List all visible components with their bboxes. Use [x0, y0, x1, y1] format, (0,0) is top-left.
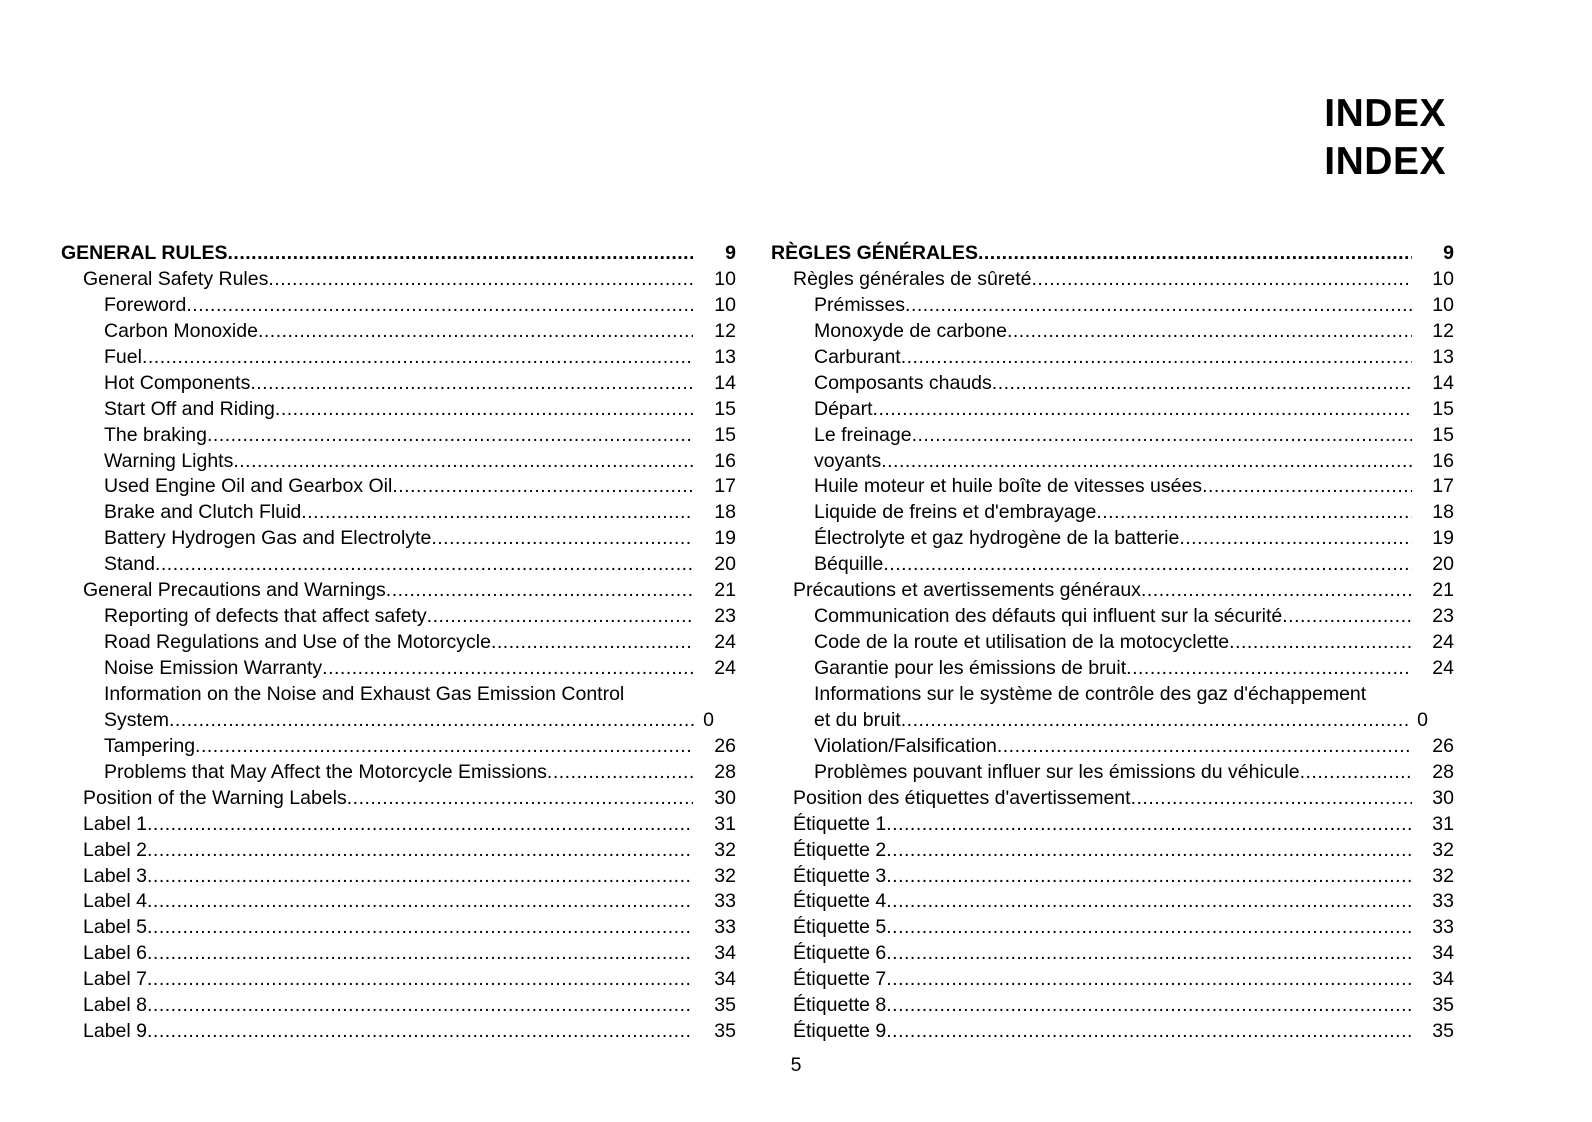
toc-entry-page-number: 15 — [714, 423, 736, 446]
toc-entry-page-number: 26 — [1432, 734, 1454, 757]
toc-entry-page-number: 15 — [714, 397, 736, 420]
toc-entry-page-number: 24 — [714, 657, 736, 679]
toc-dot-leader — [427, 604, 693, 630]
toc-entry-title: Étiquette 8 — [793, 994, 887, 1017]
toc-entry-title: Carburant — [814, 345, 901, 368]
toc-dot-leader — [431, 526, 693, 552]
toc-entry-title: Le freinage — [814, 423, 912, 446]
toc-dot-leader — [147, 941, 693, 967]
toc-dot-leader — [997, 734, 1412, 760]
toc-dot-leader — [886, 864, 1412, 890]
toc-entry-title: Battery Hydrogen Gas and Electrolyte — [104, 527, 432, 550]
toc-dot-leader — [147, 1019, 693, 1045]
toc-entry-title: Noise Emission Warranty — [104, 657, 323, 679]
toc-entry[interactable] — [771, 474, 1454, 500]
toc-entry-page-number: 35 — [714, 994, 736, 1017]
toc-dot-leader — [886, 915, 1412, 941]
toc-entry-title: Composants chauds — [814, 371, 992, 394]
toc-entry[interactable] — [61, 449, 736, 475]
toc-dot-leader — [873, 397, 1412, 423]
toc-entry[interactable] — [61, 500, 736, 526]
toc-entry-page-number: 33 — [714, 890, 736, 913]
toc-entry[interactable] — [61, 552, 736, 578]
toc-entry[interactable] — [61, 474, 736, 500]
toc-entry-title: Communication des défauts qui influent sur la sécurité — [814, 605, 1283, 628]
toc-entry-title: Monoxyde de carbone — [814, 319, 1007, 342]
toc-entry-page-number: 18 — [714, 501, 736, 524]
toc-entry-title: Label 6 — [83, 942, 147, 965]
toc-dot-leader — [1229, 630, 1412, 656]
toc-entry[interactable] — [771, 889, 1454, 915]
toc-dot-leader — [186, 293, 693, 319]
toc-entry[interactable] — [771, 786, 1454, 812]
toc-entry-page-number: 31 — [714, 812, 736, 835]
toc-entry-title: Huile moteur et huile boîte de vitesses usées — [814, 475, 1203, 498]
toc-dot-leader — [886, 967, 1412, 993]
toc-entry-page-number: 17 — [1432, 475, 1454, 498]
toc-entry[interactable] — [61, 526, 736, 552]
toc-entry[interactable] — [771, 941, 1454, 967]
toc-entry-title: Violation/Falsification — [814, 734, 997, 757]
toc-entry[interactable] — [61, 812, 736, 838]
toc-dot-leader — [886, 889, 1412, 915]
toc-entry-page-number: 34 — [1432, 942, 1454, 965]
toc-entry-title: System — [104, 708, 170, 731]
toc-dot-leader — [886, 941, 1412, 967]
toc-entry-page-number: 35 — [1432, 994, 1454, 1017]
toc-dot-leader — [1141, 578, 1412, 604]
toc-dot-leader — [886, 993, 1412, 1019]
toc-dot-leader — [322, 656, 693, 682]
toc-dot-leader — [1007, 319, 1412, 345]
page-title-block — [1324, 90, 1446, 186]
toc-dot-leader — [912, 423, 1412, 449]
toc-entry[interactable] — [771, 967, 1454, 993]
toc-entry-title: Étiquette 4 — [793, 890, 887, 913]
toc-entry-page-number: 10 — [714, 267, 736, 290]
toc-entry-page-number: 10 — [1432, 293, 1454, 316]
toc-entry-title: Hot Components — [104, 371, 251, 394]
toc-entry-page-number: 14 — [1432, 371, 1454, 394]
toc-entry-title: Carbon Monoxide — [104, 319, 258, 342]
toc-entry-page-number: 35 — [714, 1020, 736, 1043]
toc-dot-leader — [1202, 474, 1412, 500]
toc-entry-title: Road Regulations and Use of the Motorcycle — [104, 631, 491, 654]
toc-entry-page-number: 35 — [1432, 1020, 1454, 1043]
toc-dot-leader — [1131, 786, 1412, 812]
toc-entry-page-number: 34 — [1432, 968, 1454, 991]
toc-dot-leader — [1300, 760, 1412, 786]
toc-entry-title: Label 9 — [83, 1020, 147, 1043]
toc-entry-title: Label 8 — [83, 994, 147, 1017]
toc-entry-title: Information on the Noise and Exhaust Gas Emission Control — [104, 682, 625, 705]
toc-entry[interactable] — [61, 682, 736, 708]
toc-entry-title: Warning Lights — [104, 449, 234, 472]
toc-entry-page-number: 24 — [1432, 631, 1454, 654]
toc-entry[interactable] — [771, 552, 1454, 578]
toc-dot-leader — [881, 449, 1412, 475]
toc-entry[interactable] — [61, 656, 736, 682]
toc-entry[interactable] — [771, 682, 1454, 708]
toc-entry-page-number: 20 — [714, 553, 736, 576]
toc-entry[interactable] — [61, 708, 736, 734]
toc-entry-title: Prémisses — [814, 293, 906, 316]
toc-dot-leader — [301, 500, 693, 526]
toc-entry-title: Tampering — [104, 734, 196, 757]
toc-entry[interactable] — [771, 812, 1454, 838]
toc-entry-page-number: 23 — [714, 605, 736, 628]
toc-dot-leader — [147, 812, 693, 838]
toc-entry[interactable] — [771, 604, 1454, 630]
toc-entry-title: Étiquette 1 — [793, 812, 887, 835]
toc-entry-title: Garantie pour les émissions de bruit — [814, 657, 1127, 679]
toc-entry[interactable] — [61, 915, 736, 941]
toc-entry[interactable] — [61, 838, 736, 864]
toc-entry-title: GENERAL RULES — [61, 242, 228, 264]
toc-dot-leader — [992, 371, 1412, 397]
toc-entry-title: Label 1 — [83, 812, 147, 835]
toc-dot-leader — [147, 967, 693, 993]
toc-entry-page-number: 30 — [1432, 786, 1454, 809]
toc-entry-title: Problems that May Affect the Motorcycle Emissions — [104, 760, 547, 783]
toc-entry-title: Départ — [814, 397, 873, 420]
toc-entry-title: Problèmes pouvant influer sur les émissions du véhicule — [814, 760, 1300, 783]
toc-dot-leader — [386, 578, 693, 604]
toc-entry[interactable] — [61, 345, 736, 371]
toc-entry-title: Étiquette 9 — [793, 1020, 887, 1043]
toc-entry-title: Label 3 — [83, 864, 147, 887]
toc-entry[interactable] — [771, 1019, 1454, 1045]
toc-dot-leader — [901, 345, 1412, 371]
toc-entry[interactable] — [771, 345, 1454, 371]
toc-french-column — [771, 241, 1454, 1045]
toc-entry[interactable] — [61, 371, 736, 397]
toc-dot-leader — [147, 864, 693, 890]
toc-entry-page-number: 21 — [1432, 579, 1454, 602]
toc-dot-leader — [268, 267, 693, 293]
toc-entry[interactable] — [771, 578, 1454, 604]
toc-entry-title: et du bruit — [814, 708, 901, 731]
toc-entry-page-number: 24 — [1432, 657, 1454, 679]
toc-entry-page-number: 10 — [714, 293, 736, 316]
toc-entry-title: Étiquette 6 — [793, 942, 887, 965]
toc-entry-title: General Safety Rules — [83, 267, 269, 290]
toc-entry[interactable] — [61, 267, 736, 293]
toc-entry-page-number: 0 — [1417, 708, 1428, 731]
toc-entry-page-number: 12 — [714, 319, 736, 342]
toc-entry[interactable] — [771, 656, 1454, 682]
toc-entry-page-number: 10 — [1432, 267, 1454, 290]
toc-entry-page-number: 14 — [714, 371, 736, 394]
toc-entry[interactable] — [61, 578, 736, 604]
toc-dot-leader — [275, 397, 693, 423]
toc-english-column — [61, 241, 736, 1045]
toc-entry-page-number: 34 — [714, 942, 736, 965]
toc-entry-page-number: 18 — [1432, 501, 1454, 524]
toc-entry[interactable] — [771, 760, 1454, 786]
toc-entry-title: Étiquette 3 — [793, 864, 887, 887]
toc-dot-leader — [147, 993, 693, 1019]
toc-entry-title: Informations sur le système de contrôle des gaz d'échappement — [814, 682, 1367, 705]
toc-entry-page-number: 15 — [1432, 397, 1454, 420]
toc-dot-leader — [155, 552, 693, 578]
toc-dot-leader — [233, 449, 693, 475]
toc-dot-leader — [258, 319, 693, 345]
toc-dot-leader — [147, 889, 693, 915]
toc-dot-leader — [207, 423, 693, 449]
toc-entry[interactable] — [771, 293, 1454, 319]
toc-entry-title: Étiquette 5 — [793, 916, 887, 939]
toc-dot-leader — [1032, 267, 1413, 293]
toc-entry[interactable] — [61, 941, 736, 967]
toc-entry-page-number: 15 — [1432, 423, 1454, 446]
toc-dot-leader — [901, 708, 1411, 734]
toc-entry[interactable] — [61, 630, 736, 656]
toc-entry-page-number: 19 — [714, 527, 736, 550]
toc-dot-leader — [169, 708, 697, 734]
toc-dot-leader — [347, 786, 693, 812]
toc-entry-title: Fuel — [104, 345, 142, 368]
toc-entry-title: Étiquette 7 — [793, 968, 887, 991]
toc-entry-title: Règles générales de sûreté — [793, 267, 1032, 290]
toc-dot-leader — [883, 552, 1412, 578]
toc-entry-page-number: 16 — [1432, 449, 1454, 472]
toc-entry[interactable] — [771, 397, 1454, 423]
toc-entry-title: Label 2 — [83, 838, 147, 861]
toc-entry-page-number: 28 — [714, 760, 736, 783]
toc-entry-page-number: 9 — [725, 242, 736, 264]
toc-entry[interactable] — [61, 1019, 736, 1045]
toc-entry-title: voyants — [814, 449, 882, 472]
toc-dot-leader — [1096, 500, 1412, 526]
toc-entry-title: Étiquette 2 — [793, 838, 887, 861]
toc-dot-leader — [905, 293, 1412, 319]
toc-entry-page-number: 16 — [714, 449, 736, 472]
toc-entry-title: RÈGLES GÉNÉRALES — [771, 242, 978, 264]
toc-entry[interactable] — [771, 864, 1454, 890]
toc-entry[interactable] — [61, 397, 736, 423]
toc-entry[interactable] — [61, 241, 736, 267]
toc-entry[interactable] — [61, 864, 736, 890]
toc-entry-title: Stand — [104, 553, 155, 576]
toc-dot-leader — [886, 1019, 1412, 1045]
toc-entry-page-number: 32 — [1432, 864, 1454, 887]
toc-entry-page-number: 20 — [1432, 553, 1454, 576]
toc-entry-page-number: 21 — [714, 579, 736, 602]
toc-entry-page-number: 23 — [1432, 605, 1454, 628]
toc-entry[interactable] — [771, 734, 1454, 760]
toc-entry[interactable] — [771, 267, 1454, 293]
page-title-en: INDEX — [1324, 92, 1446, 135]
toc-entry[interactable] — [771, 500, 1454, 526]
toc-entry-title: Used Engine Oil and Gearbox Oil — [104, 475, 393, 498]
toc-entry-title: General Precautions and Warnings — [83, 579, 386, 602]
toc-entry-title: Position des étiquettes d'avertissement — [793, 786, 1131, 809]
toc-entry[interactable] — [771, 915, 1454, 941]
toc-entry[interactable] — [61, 319, 736, 345]
toc-entry-title: Électrolyte et gaz hydrogène de la batterie — [814, 527, 1180, 550]
toc-dot-leader — [491, 630, 693, 656]
toc-entry-page-number: 24 — [714, 631, 736, 654]
toc-entry-page-number: 30 — [714, 786, 736, 809]
toc-entry-title: Label 5 — [83, 916, 147, 939]
page-number: 5 — [790, 1054, 802, 1076]
toc-entry[interactable] — [61, 993, 736, 1019]
toc-entry[interactable] — [771, 838, 1454, 864]
toc-dot-leader — [978, 241, 1412, 267]
toc-entry[interactable] — [61, 604, 736, 630]
toc-entry-title: Label 7 — [83, 968, 147, 991]
toc-entry-page-number: 0 — [703, 708, 714, 731]
toc-entry-title: Label 4 — [83, 890, 147, 913]
toc-dot-leader — [1282, 604, 1412, 630]
toc-entry-title: Reporting of defects that affect safety — [104, 605, 427, 628]
toc-entry-title: Start Off and Riding — [104, 397, 275, 420]
toc-entry-title: Position of the Warning Labels — [83, 786, 347, 809]
toc-dot-leader — [1126, 656, 1412, 682]
toc-dot-leader — [250, 371, 693, 397]
toc-dot-leader — [195, 734, 693, 760]
toc-entry-title: Béquille — [814, 553, 884, 576]
toc-dot-leader — [147, 915, 693, 941]
toc-entry[interactable] — [771, 241, 1454, 267]
toc-dot-leader — [547, 760, 693, 786]
toc-entry-page-number: 12 — [1432, 319, 1454, 342]
toc-entry-title: Liquide de freins et d'embrayage — [814, 501, 1097, 524]
toc-dot-leader — [886, 838, 1412, 864]
toc-entry[interactable] — [771, 319, 1454, 345]
toc-dot-leader — [142, 345, 693, 371]
toc-dot-leader — [228, 241, 694, 267]
toc-entry[interactable] — [771, 371, 1454, 397]
toc-entry-page-number: 34 — [714, 968, 736, 991]
toc-entry-page-number: 31 — [1432, 812, 1454, 835]
toc-entry[interactable] — [61, 760, 736, 786]
toc-entry-page-number: 28 — [1432, 760, 1454, 783]
toc-entry-page-number: 26 — [714, 734, 736, 757]
toc-entry[interactable] — [61, 293, 736, 319]
toc-entry-page-number: 33 — [1432, 916, 1454, 939]
toc-entry-page-number: 17 — [714, 475, 736, 498]
toc-entry-page-number: 33 — [1432, 890, 1454, 913]
toc-entry-page-number: 9 — [1443, 242, 1454, 264]
toc-dot-leader — [392, 474, 693, 500]
toc-entry[interactable] — [61, 786, 736, 812]
toc-entry-page-number: 13 — [714, 345, 736, 368]
toc-entry-page-number: 32 — [714, 838, 736, 861]
toc-entry-page-number: 13 — [1432, 345, 1454, 368]
toc-entry[interactable] — [61, 734, 736, 760]
toc-entry[interactable] — [771, 708, 1454, 734]
toc-entry[interactable] — [771, 526, 1454, 552]
toc-entry[interactable] — [61, 889, 736, 915]
toc-entry[interactable] — [771, 449, 1454, 475]
toc-entry[interactable] — [61, 967, 736, 993]
page-title-fr: INDEX — [1324, 140, 1446, 183]
toc-entry-title: Brake and Clutch Fluid — [104, 501, 302, 524]
toc-entry-page-number: 32 — [1432, 838, 1454, 861]
toc-entry[interactable] — [61, 423, 736, 449]
toc-entry[interactable] — [771, 423, 1454, 449]
toc-entry-title: Précautions et avertissements généraux — [793, 579, 1141, 602]
toc-dot-leader — [1179, 526, 1412, 552]
toc-dot-leader — [147, 838, 693, 864]
toc-entry-page-number: 32 — [714, 864, 736, 887]
toc-entry-title: Foreword — [104, 293, 187, 316]
toc-entry-page-number: 33 — [714, 916, 736, 939]
toc-entry[interactable] — [771, 993, 1454, 1019]
toc-entry[interactable] — [771, 630, 1454, 656]
toc-entry-title: The braking — [104, 423, 207, 446]
toc-entry-page-number: 19 — [1432, 527, 1454, 550]
toc-entry-title: Code de la route et utilisation de la motocyclette — [814, 631, 1230, 654]
toc-dot-leader — [886, 812, 1412, 838]
